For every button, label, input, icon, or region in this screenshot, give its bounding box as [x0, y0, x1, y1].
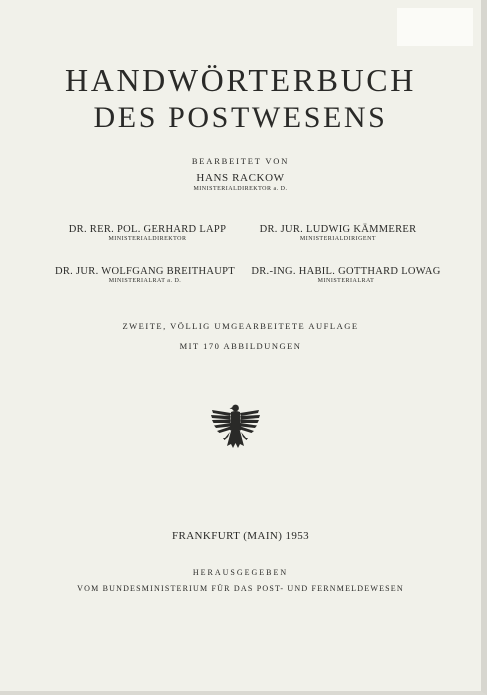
place-and-year: FRANKFURT (MAIN) 1953: [171, 530, 310, 542]
edited-by-label: BEARBEITET VON: [191, 156, 290, 166]
publisher-line-1: HERAUSGEGEBEN: [192, 568, 289, 577]
book-title-line-2: DES POSTWESENS: [93, 101, 388, 134]
publisher-line-2: VOM BUNDESMINISTERIUM FÜR DAS POST- UND FERNMELDEWESEN: [77, 584, 404, 593]
edition-note: ZWEITE, VÖLLIG UMGEARBEITETE AUFLAGE: [122, 321, 359, 331]
contributor-4: [242, 266, 450, 284]
contributor-role: MINISTERIALDIRIGENT: [299, 236, 377, 242]
illustrations-note: MIT 170 ABBILDUNGEN: [179, 341, 302, 351]
contributor-name: DR. RER. POL. GERHARD LAPP: [68, 224, 227, 235]
contributor-name: DR. JUR. WOLFGANG BREITHAUPT: [54, 266, 235, 277]
contributor-name: DR. JUR. LUDWIG KÄMMERER: [259, 224, 417, 235]
contributor-3: [44, 266, 246, 284]
contributor-role: MINISTERIALDIREKTOR: [108, 236, 187, 242]
contributor-role: MINISTERIALRAT: [317, 278, 375, 284]
contributor-role: MINISTERIALRAT a. D.: [108, 278, 182, 284]
contributor-name: DR.-ING. HABIL. GOTTHARD LOWAG: [251, 266, 441, 277]
main-editor-name: HANS RACKOW: [196, 172, 285, 184]
contributor-1: [50, 224, 245, 242]
main-editor-role: MINISTERIALDIREKTOR a. D.: [193, 186, 288, 192]
blank-patch: [397, 8, 473, 46]
book-title-line-1: HANDWÖRTERBUCH: [65, 62, 416, 98]
contributor-2: [248, 224, 428, 242]
federal-eagle-icon: [208, 402, 263, 454]
